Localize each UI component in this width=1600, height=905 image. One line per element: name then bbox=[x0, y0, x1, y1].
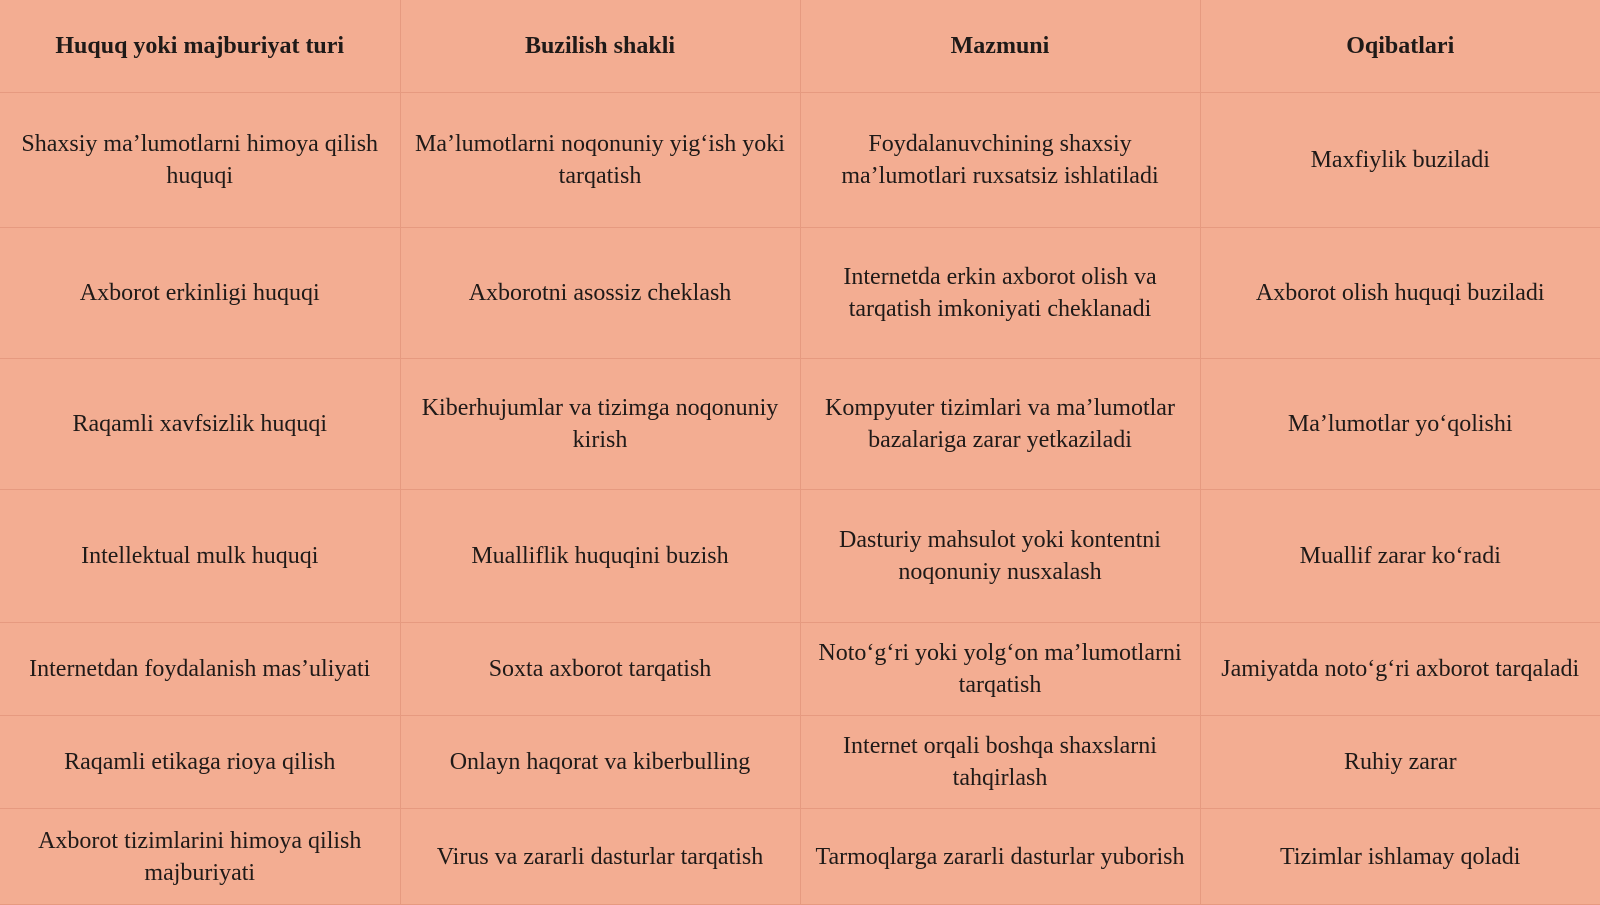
table-cell: Axborot tizimlarini himoya qilish majburiyati bbox=[0, 809, 400, 905]
table-cell: Foydalanuvchining shaxsiy ma’lumotlari ruxsatsiz ishlatiladi bbox=[800, 93, 1200, 228]
table-cell: Shaxsiy ma’lumotlarni himoya qilish huquqi bbox=[0, 93, 400, 228]
table-row bbox=[0, 359, 1600, 490]
table-cell: Ma’lumotlarni noqonuniy yig‘ish yoki tarqatish bbox=[400, 93, 800, 228]
table-row bbox=[0, 93, 1600, 228]
table-cell: Dasturiy mahsulot yoki kontentni noqonuniy nusxalash bbox=[800, 490, 1200, 623]
table-row bbox=[0, 623, 1600, 716]
header-cell-violation-form: Buzilish shakli bbox=[400, 0, 800, 93]
header-row bbox=[0, 0, 1600, 93]
table-row bbox=[0, 228, 1600, 359]
table-cell: Kiberhujumlar va tizimga noqonuniy kirish bbox=[400, 359, 800, 490]
table-cell: Mualliflik huquqini buzish bbox=[400, 490, 800, 623]
table-cell: Muallif zarar ko‘radi bbox=[1200, 490, 1600, 623]
table-cell: Internetda erkin axborot olish va tarqatish imkoniyati cheklanadi bbox=[800, 228, 1200, 359]
table-cell: Intellektual mulk huquqi bbox=[0, 490, 400, 623]
table-cell: Maxfiylik buziladi bbox=[1200, 93, 1600, 228]
table-cell: Onlayn haqorat va kiberbulling bbox=[400, 716, 800, 809]
table-cell: Axborotni asossiz cheklash bbox=[400, 228, 800, 359]
table-cell: Soxta axborot tarqatish bbox=[400, 623, 800, 716]
table-cell: Ruhiy zarar bbox=[1200, 716, 1600, 809]
table-row bbox=[0, 490, 1600, 623]
table-cell: Noto‘g‘ri yoki yolg‘on ma’lumotlarni tarqatish bbox=[800, 623, 1200, 716]
header-cell-type: Huquq yoki majburiyat turi bbox=[0, 0, 400, 93]
table-cell: Jamiyatda noto‘g‘ri axborot tarqaladi bbox=[1200, 623, 1600, 716]
table-cell: Axborot olish huquqi buziladi bbox=[1200, 228, 1600, 359]
table-cell: Raqamli xavfsizlik huquqi bbox=[0, 359, 400, 490]
table-cell: Internet orqali boshqa shaxslarni tahqirlash bbox=[800, 716, 1200, 809]
table-cell: Virus va zararli dasturlar tarqatish bbox=[400, 809, 800, 905]
table-row bbox=[0, 716, 1600, 809]
table-cell: Kompyuter tizimlari va ma’lumotlar bazalariga zarar yetkaziladi bbox=[800, 359, 1200, 490]
table-cell: Ma’lumotlar yo‘qolishi bbox=[1200, 359, 1600, 490]
table-cell: Raqamli etikaga rioya qilish bbox=[0, 716, 400, 809]
header-cell-consequences: Oqibatlari bbox=[1200, 0, 1600, 93]
table-cell: Tarmoqlarga zararli dasturlar yuborish bbox=[800, 809, 1200, 905]
table-cell: Tizimlar ishlamay qoladi bbox=[1200, 809, 1600, 905]
table-cell: Axborot erkinligi huquqi bbox=[0, 228, 400, 359]
header-cell-content: Mazmuni bbox=[800, 0, 1200, 93]
table-row bbox=[0, 809, 1600, 905]
table-cell: Internetdan foydalanish mas’uliyati bbox=[0, 623, 400, 716]
